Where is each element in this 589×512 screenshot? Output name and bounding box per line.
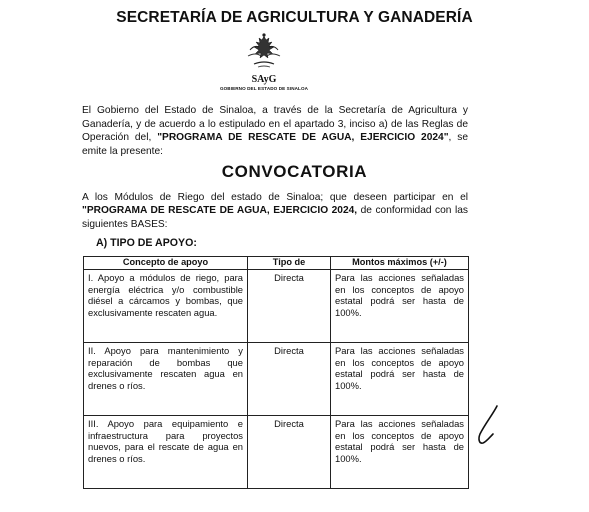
bases-text-after: de conformidad con las siguientes BASES:	[82, 205, 468, 230]
column-header-montos: Montos máximos (+/-)	[331, 257, 469, 270]
cell-concepto: III. Apoyo para equipamiento e infraestructura para proyectos nuevos, para el rescate de agua en drenes o ríos.	[84, 415, 248, 488]
bases-text-before: A los Módulos de Riego del estado de Sinaloa; que deseen participar en el	[82, 192, 468, 203]
cell-concepto: I. Apoyo a módulos de riego, para energía eléctrica y/o combustible diésel a cárcamos y bombas, que exclusivamente rescaten agua.	[84, 269, 248, 342]
signature-mark-icon	[476, 404, 502, 448]
table-header-row	[84, 257, 469, 270]
page-title: SECRETARÍA DE AGRICULTURA Y GANADERÍA	[116, 9, 473, 26]
bases-intro-paragraph	[82, 191, 468, 231]
logo-text: SAyG	[251, 74, 277, 85]
column-header-concepto: Concepto de apoyo	[84, 257, 248, 270]
cell-concepto: II. Apoyo para mantenimiento y reparación de bombas que exclusivamente rescaten agua en drenes o ríos.	[84, 342, 248, 415]
table-row	[84, 342, 469, 415]
table-row	[84, 269, 469, 342]
cell-tipo: Directa	[248, 342, 331, 415]
cell-tipo: Directa	[248, 269, 331, 342]
eagle-seal-icon	[240, 32, 288, 72]
cell-tipo: Directa	[248, 415, 331, 488]
intro-paragraph	[82, 104, 468, 158]
bases-program-name: "PROGRAMA DE RESCATE DE AGUA, EJERCICIO 2024,	[82, 205, 358, 217]
intro-text-before: El Gobierno del Estado de Sinaloa, a través de la Secretaría de Agricultura y Ganadería, y de acuerdo a lo estipulado en el apartado 3, inciso a) de las Reglas de Operación del,	[82, 105, 468, 144]
column-header-tipo: Tipo de	[248, 257, 331, 270]
cell-monto: Para las acciones señaladas en los conceptos de apoyo estatal podrá ser hasta de 100%.	[331, 415, 469, 488]
intro-program-name: "PROGRAMA DE RESCATE DE AGUA, EJERCICIO 2024"	[157, 132, 449, 144]
table-row	[84, 415, 469, 488]
convocatoria-heading: CONVOCATORIA	[221, 162, 368, 181]
intro-text-after: , se emite la presente:	[82, 132, 468, 157]
support-type-table	[83, 256, 469, 489]
cell-monto: Para las acciones señaladas en los conceptos de apoyo estatal podrá ser hasta de 100%.	[331, 269, 469, 342]
cell-monto: Para las acciones señaladas en los conceptos de apoyo estatal podrá ser hasta de 100%.	[331, 342, 469, 415]
logo-subtitle: GOBIERNO DEL ESTADO DE SINALOA	[219, 86, 309, 91]
section-a-heading: A) TIPO DE APOYO:	[96, 237, 197, 249]
